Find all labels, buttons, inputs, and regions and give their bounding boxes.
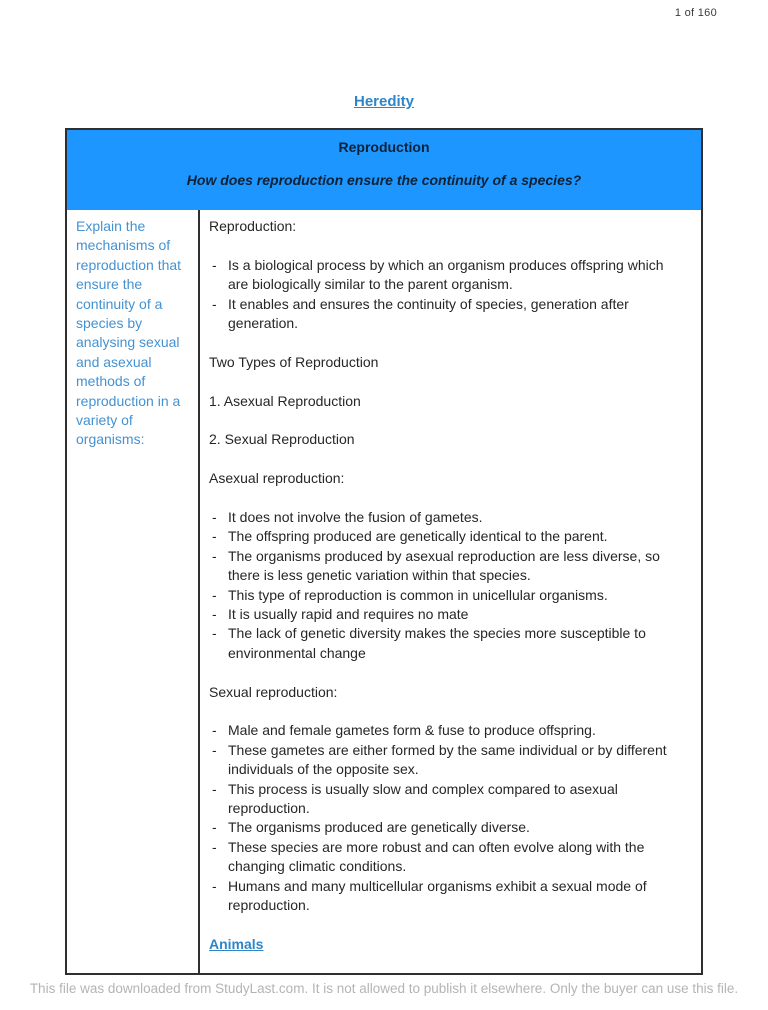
prompt-text: Explain the mechanisms of reproduction that ensure the continuity of a species by analysing sexual and asexual methods of reproduction in a variety of organisms: — [76, 218, 182, 448]
list-item: - The organisms produced by asexual reproduction are less diverse, so there is less genetic variation within that species. — [209, 547, 687, 586]
sexual-list — [209, 721, 687, 915]
page-number: 1 of 160 — [674, 7, 717, 19]
table-body-row — [67, 210, 701, 973]
list-item: - These gametes are either formed by the same individual or by different individuals of the opposite sex. — [209, 741, 687, 780]
answer-cell — [200, 210, 701, 973]
table-header-title: Reproduction — [338, 139, 430, 155]
asexual-heading: Asexual reproduction: — [209, 470, 345, 487]
intro-heading: Reproduction: — [209, 218, 297, 234]
list-item: - These species are more robust and can often evolve along with the changing climatic conditions. — [209, 838, 687, 877]
list-item: - Male and female gametes form & fuse to produce offspring. — [209, 721, 687, 740]
type-sexual: 2. Sexual Reproduction — [209, 431, 355, 448]
list-item: - It is usually rapid and requires no mate — [209, 605, 687, 624]
prompt-cell — [67, 210, 200, 973]
list-item: - The lack of genetic diversity makes the species more susceptible to environmental change — [209, 624, 687, 663]
watermark-text: This file was downloaded from StudyLast.com. It is not allowed to publish it elsewhere. Only the buyer can use this file. — [29, 981, 739, 996]
types-heading: Two Types of Reproduction — [209, 353, 379, 370]
list-item: - It enables and ensures the continuity of species, generation after generation. — [209, 295, 687, 334]
list-item: - It does not involve the fusion of gametes. — [209, 508, 687, 527]
list-item: - This type of reproduction is common in unicellular organisms. — [209, 586, 687, 605]
list-item: - The offspring produced are genetically identical to the parent. — [209, 527, 687, 546]
type-asexual: 1. Asexual Reproduction — [209, 392, 361, 409]
sexual-heading: Sexual reproduction: — [209, 683, 338, 700]
table-header-question: How does reproduction ensure the continuity of a species? — [186, 172, 582, 188]
content-table — [65, 128, 703, 975]
intro-list — [209, 256, 687, 334]
list-item: - This process is usually slow and complex compared to asexual reproduction. — [209, 780, 687, 819]
animals-link[interactable]: Animals — [209, 935, 264, 952]
document-title-link[interactable]: Heredity — [353, 93, 415, 110]
asexual-list — [209, 508, 687, 663]
table-header — [67, 130, 701, 210]
list-item: - The organisms produced are genetically diverse. — [209, 818, 687, 837]
list-item: - Humans and many multicellular organisms exhibit a sexual mode of reproduction. — [209, 877, 687, 916]
list-item: - Is a biological process by which an organism produces offspring which are biologically similar to the parent organism. — [209, 256, 687, 295]
